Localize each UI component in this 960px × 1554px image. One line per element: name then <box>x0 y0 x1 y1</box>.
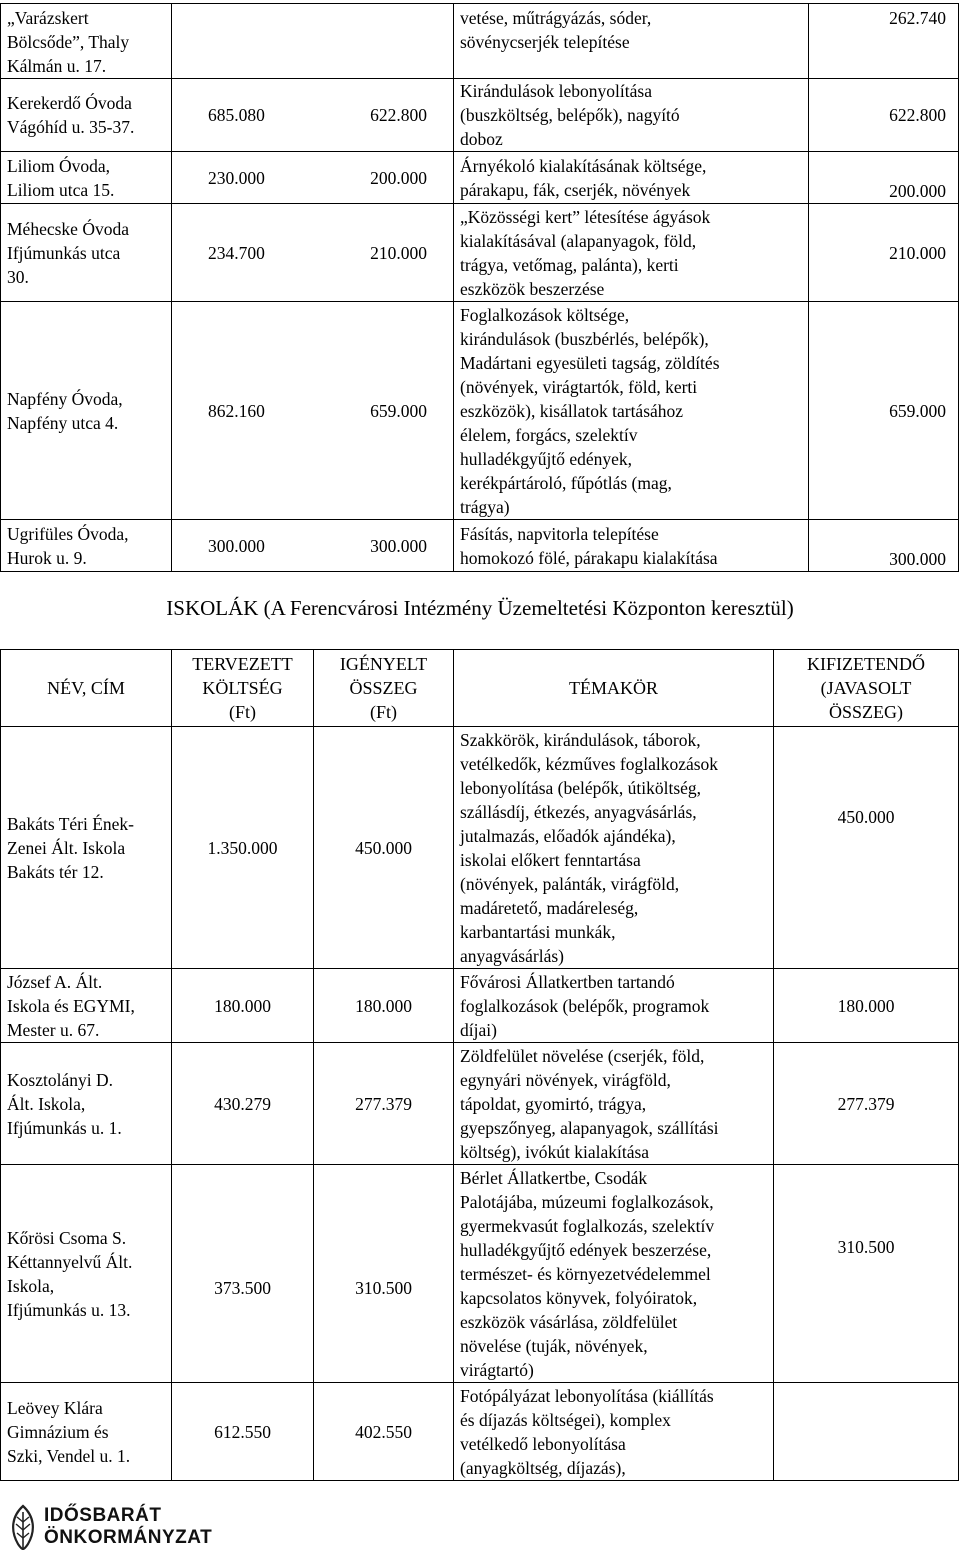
requested-amount: 402.550 <box>314 1383 454 1481</box>
topic-cell: Bérlet Állatkertbe, Csodák Palotájába, múzeumi foglalkozások, gyermekvasút foglalkozás, szelektív hulladékgyűjtő edények beszerzése, természet- és környezetvédelemmel kapcsolatos könyvek, folyóiratok, eszközök vásárlása, zöldfelület növelése (tuják, növények, virágtartó) <box>454 1165 774 1383</box>
table-row <box>1 4 959 79</box>
topic-cell: Fásítás, napvitorla telepítése homokozó fölé, párakapu kialakítása <box>454 520 809 572</box>
requested-amount: 450.000 <box>314 727 454 969</box>
institution-name: Napfény Óvoda, Napfény utca 4. <box>1 302 172 520</box>
payout-cell: 210.000 <box>809 204 959 302</box>
kindergarten-table <box>0 3 959 572</box>
payout-cell: 659.000 <box>809 302 959 520</box>
payout-cell: 262.740 <box>809 4 959 79</box>
amounts-cell <box>172 520 454 572</box>
payout-cell: 200.000 <box>809 152 959 204</box>
institution-name: Ugrifüles Óvoda, Hurok u. 9. <box>1 520 172 572</box>
requested-amount: 180.000 <box>314 969 454 1043</box>
section-title: ISKOLÁK (A Ferencvárosi Intézmény Üzemeltetési Központon keresztül) <box>166 596 794 620</box>
column-header-name: NÉV, CÍM <box>1 650 172 727</box>
payout-cell: 622.800 <box>809 79 959 152</box>
leaf-icon <box>8 1504 38 1550</box>
requested-amount: 210.000 <box>370 242 427 263</box>
amounts-cell <box>172 152 454 204</box>
payout-cell <box>774 1383 959 1481</box>
requested-amount: 659.000 <box>370 400 427 421</box>
school-name: Bakáts Téri Ének- Zenei Ált. Iskola Bakáts tér 12. <box>1 727 172 969</box>
planned-cost: 685.080 <box>208 105 265 125</box>
topic-cell: Kirándulások lebonyolítása (buszköltség, belépők), nagyító doboz <box>454 79 809 152</box>
institution-name: Liliom Óvoda, Liliom utca 15. <box>1 152 172 204</box>
school-name: Kőrösi Csoma S. Kéttannyelvű Ált. Iskola, Ifjúmunkás u. 13. <box>1 1165 172 1383</box>
requested-amount: 310.500 <box>314 1165 454 1383</box>
table-row <box>1 1043 959 1165</box>
institution-name: „Varázskert Bölcsőde”, Thaly Kálmán u. 17. <box>1 4 172 79</box>
topic-cell: Foglalkozások költsége, kirándulások (buszbérlés, belépők), Madártani egyesületi tagság, zöldítés (növények, virágtartók, föld, kerti eszközök), kisállatok tartásához élelem, forgács, szelektív hulladékgyűjtő edények, kerékpártároló, fűpótlás (mag, trágya) <box>454 302 809 520</box>
table-row <box>1 727 959 969</box>
institution-name: Méhecske Óvoda Ifjúmunkás utca 30. <box>1 204 172 302</box>
topic-cell: Fotópályázat lebonyolítása (kiállítás és díjazás költségei), komplex vetélkedő lebonyolítása (anyagköltség, díjazás), <box>454 1383 774 1481</box>
topic-cell: vetése, műtrágyázás, sóder, sövénycserjék telepítése <box>454 4 809 79</box>
school-name: József A. Ált. Iskola és EGYMI, Mester u. 67. <box>1 969 172 1043</box>
payout-cell: 310.500 <box>774 1165 959 1383</box>
planned-cost: 373.500 <box>172 1165 314 1383</box>
payout-cell: 300.000 <box>809 520 959 572</box>
payout-cell: 450.000 <box>774 727 959 969</box>
schools-table <box>0 649 959 1481</box>
planned-cost: 300.000 <box>208 535 265 556</box>
requested-amount: 200.000 <box>370 167 427 188</box>
logo-line-1: IDŐSBARÁT <box>44 1505 162 1526</box>
amounts-cell <box>172 302 454 520</box>
table-row <box>1 969 959 1043</box>
table-row <box>1 204 959 302</box>
table-row <box>1 302 959 520</box>
planned-cost: 612.550 <box>172 1383 314 1481</box>
table-row <box>1 520 959 572</box>
table-row <box>1 1165 959 1383</box>
logo-line-2: ÖNKORMÁNYZAT <box>44 1527 213 1548</box>
topic-cell: Árnyékoló kialakításának költsége, párakapu, fák, cserjék, növények <box>454 152 809 204</box>
payout-cell: 180.000 <box>774 969 959 1043</box>
amounts-cell <box>172 4 454 79</box>
planned-cost: 862.160 <box>208 400 265 421</box>
payout-cell: 277.379 <box>774 1043 959 1165</box>
planned-cost: 180.000 <box>172 969 314 1043</box>
requested-amount: 300.000 <box>370 535 427 556</box>
school-name: Kosztolányi D. Ált. Iskola, Ifjúmunkás u. 1. <box>1 1043 172 1165</box>
idosbarat-logo <box>8 1504 238 1550</box>
planned-cost: 230.000 <box>208 167 265 188</box>
amounts-cell <box>172 79 454 152</box>
topic-cell: Zöldfelület növelése (cserjék, föld, egynyári növények, virágföld, tápoldat, gyomirtó, trágya, gyepszőnyeg, alapanyagok, szállítási költség), ivókút kialakítása <box>454 1043 774 1165</box>
table-row <box>1 152 959 204</box>
topic-cell: Szakkörök, kirándulások, táborok, vetélkedők, kézműves foglalkozások lebonyolítása (belépők, útiköltség, szállásdíj, étkezés, anyagvásárlás, jutalmazás, előadók ajándéka), iskolai előkert fenntartása (növények, palánták, virágföld, madáretető, madáreleség, karbantartási munkák, anyagvásárlás) <box>454 727 774 969</box>
column-header-payout: KIFIZETENDŐ (JAVASOLT ÖSSZEG) <box>774 650 959 727</box>
planned-cost: 234.700 <box>208 242 265 263</box>
planned-cost: 1.350.000 <box>172 727 314 969</box>
school-name: Leövey Klára Gimnázium és Szki, Vendel u. 1. <box>1 1383 172 1481</box>
planned-cost: 430.279 <box>172 1043 314 1165</box>
institution-name: Kerekerdő Óvoda Vágóhíd u. 35-37. <box>1 79 172 152</box>
column-header-planned: TERVEZETT KÖLTSÉG (Ft) <box>172 650 314 727</box>
amounts-cell <box>172 204 454 302</box>
table-row <box>1 79 959 152</box>
header-row <box>1 650 959 727</box>
column-header-topic: TÉMAKÖR <box>454 650 774 727</box>
requested-amount: 277.379 <box>314 1043 454 1165</box>
table-row <box>1 1383 959 1481</box>
requested-amount: 622.800 <box>370 105 427 125</box>
topic-cell: Fővárosi Állatkertben tartandó foglalkozások (belépők, programok díjai) <box>454 969 774 1043</box>
topic-cell: „Közösségi kert” létesítése ágyások kialakításával (alapanyagok, föld, trágya, vetőmag, palánta), kerti eszközök beszerzése <box>454 204 809 302</box>
column-header-requested: IGÉNYELT ÖSSZEG (Ft) <box>314 650 454 727</box>
